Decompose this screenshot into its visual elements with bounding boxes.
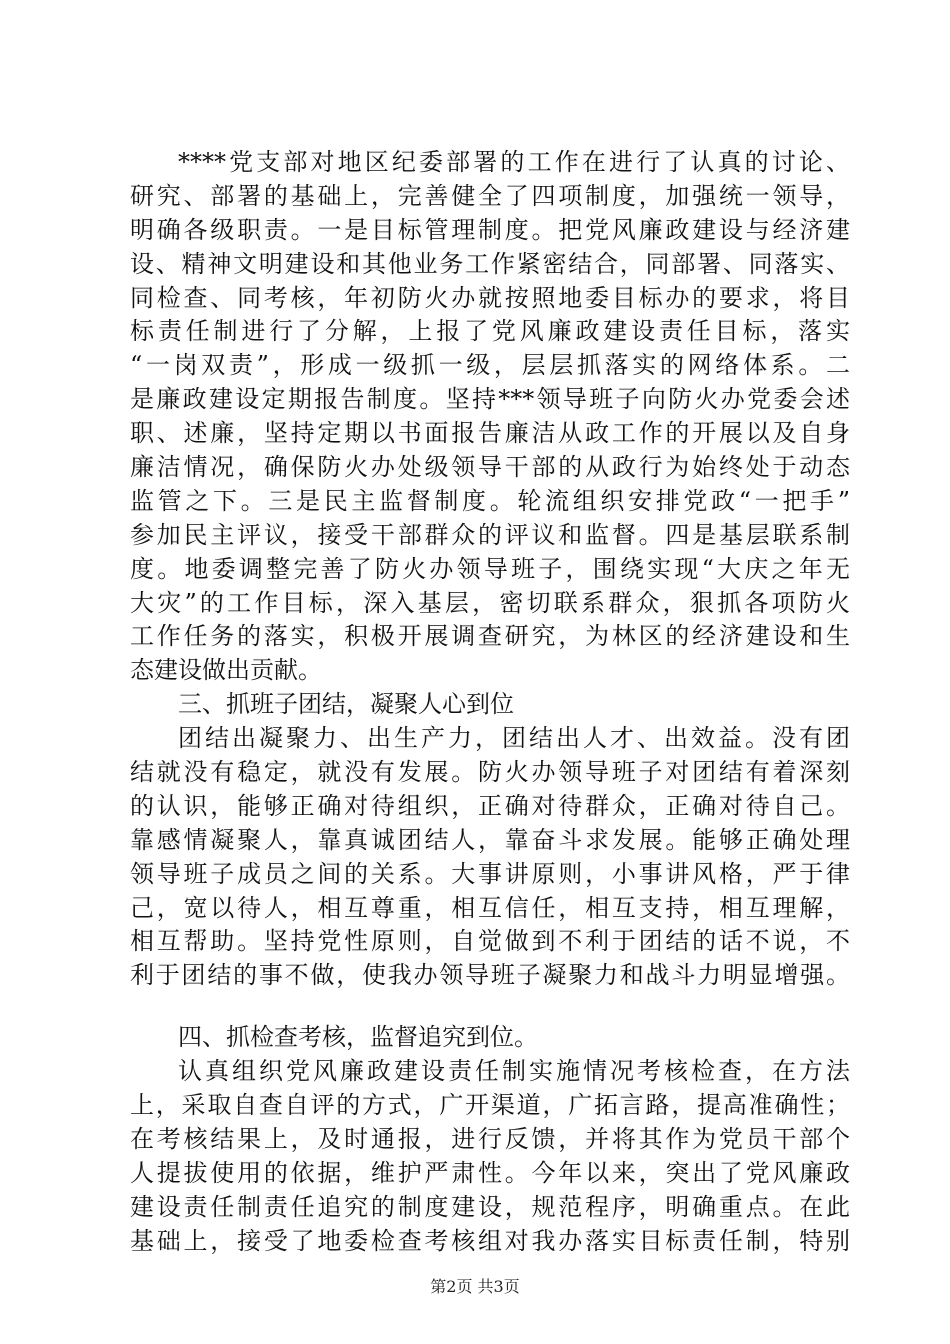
document-body [130, 146, 850, 1259]
text-line: 相互帮助。坚持党性原则，自觉做到不利于团结的话不说，不 [130, 927, 850, 956]
text-line: 大灾”的工作目标，深入基层，密切联系群众，狠抓各项防火 [130, 588, 850, 617]
text-line: 人提拔使用的依据，维护严肃性。今年以来，突出了党风廉政 [130, 1158, 850, 1187]
text-line: 领导班子成员之间的关系。大事讲原则，小事讲风格，严于律 [130, 859, 850, 888]
text-line: 认真组织党风廉政建设责任制实施情况考核检查，在方法 [178, 1057, 850, 1086]
text-line: 标责任制进行了分解，上报了党风廉政建设责任目标，落实 [130, 317, 850, 346]
text-line: 态建设做出贡献。 [130, 656, 322, 685]
text-line: 度。地委调整完善了防火办领导班子，围绕实现“大庆之年无 [130, 554, 850, 583]
paragraph-gap [130, 993, 850, 1021]
text-line: 研究、部署的基础上，完善健全了四项制度，加强统一领导， [130, 181, 850, 210]
text-line: 己，宽以待人，相互尊重，相互信任，相互支持，相互理解， [130, 893, 850, 922]
text-line: 明确各级职责。一是目标管理制度。把党风廉政建设与经济建 [130, 215, 850, 244]
text-line: 的认识，能够正确对待组织，正确对待群众，正确对待自己。 [130, 791, 850, 820]
text-line: 监管之下。三是民主监督制度。轮流组织安排党政“一把手” [130, 486, 850, 515]
text-line: 利于团结的事不做，使我办领导班子凝聚力和战斗力明显增强。 [130, 961, 850, 990]
text-line: 基础上，接受了地委检查考核组对我办落实目标责任制，特别 [130, 1226, 850, 1255]
text-line: 工作任务的落实，积极开展调查研究，为林区的经济建设和生 [130, 622, 850, 651]
text-line: 建设责任制责任追究的制度建设，规范程序，明确重点。在此 [130, 1192, 850, 1221]
text-line: 廉洁情况，确保防火办处级领导干部的从政行为始终处于动态 [130, 453, 850, 482]
text-line: “一岗双责”，形成一级抓一级，层层抓落实的网络体系。二 [130, 351, 850, 380]
section-heading: 四、抓检查考核，监督追究到位。 [178, 1023, 538, 1052]
text-line: ****党支部对地区纪委部署的工作在进行了认真的讨论、 [178, 148, 850, 176]
text-line: 参加民主评议，接受干部群众的评议和监督。四是基层联系制 [130, 520, 850, 549]
text-line: 同检查、同考核，年初防火办就按照地委目标办的要求，将目 [130, 283, 850, 312]
text-line: 设、精神文明建设和其他业务工作紧密结合，同部署、同落实、 [130, 249, 850, 278]
section-heading: 三、抓班子团结，凝聚人心到位 [178, 690, 514, 719]
text-line: 结就没有稳定，就没有发展。防火办领导班子对团结有着深刻 [130, 758, 850, 787]
text-line: 团结出凝聚力、出生产力，团结出人才、出效益。没有团 [178, 724, 850, 753]
text-line: 靠感情凝聚人，靠真诚团结人，靠奋斗求发展。能够正确处理 [130, 825, 850, 854]
text-line: 职、述廉，坚持定期以书面报告廉洁从政工作的开展以及自身 [130, 419, 850, 448]
text-line: 上，采取自查自评的方式，广开渠道，广拓言路，提高准确性； [130, 1091, 850, 1120]
text-line: 是廉政建设定期报告制度。坚持***领导班子向防火办党委会述 [130, 385, 850, 414]
page-number-footer: 第2页 共3页 [430, 1277, 520, 1296]
text-line: 在考核结果上，及时通报，进行反馈，并将其作为党员干部个 [130, 1124, 850, 1153]
